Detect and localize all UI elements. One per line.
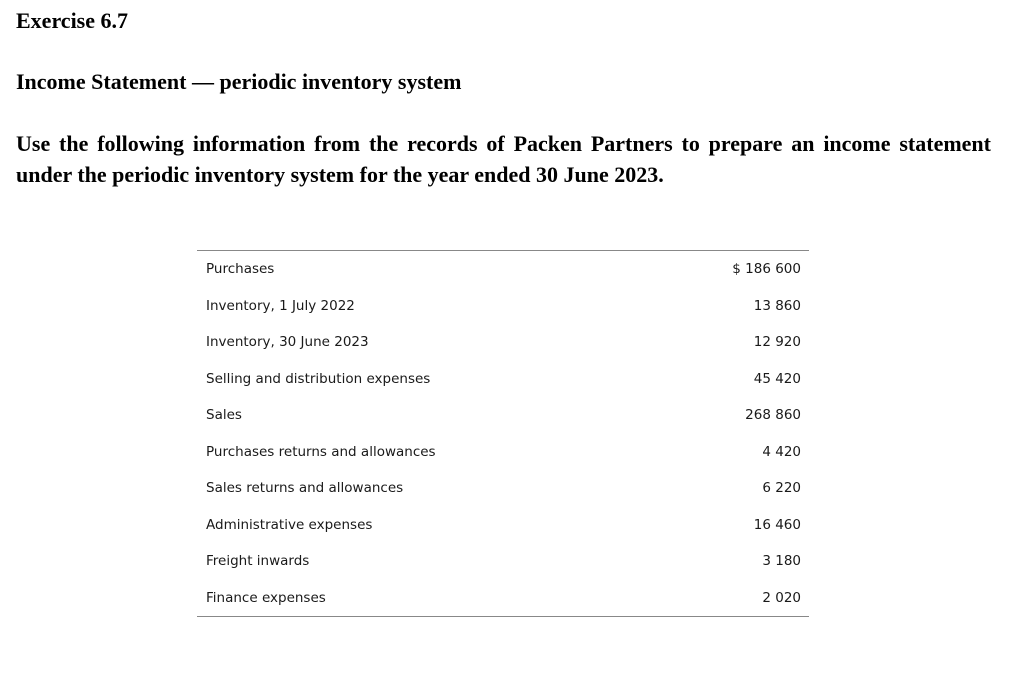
section-title: Income Statement — periodic inventory system <box>16 69 462 94</box>
row-label: Inventory, 30 June 2023 <box>206 334 369 351</box>
table-row <box>197 470 809 507</box>
row-amount: 6 220 <box>762 480 801 497</box>
row-amount: 2 020 <box>762 589 801 606</box>
row-label: Inventory, 1 July 2022 <box>206 297 355 314</box>
table-row <box>197 580 809 617</box>
row-amount: 45 420 <box>753 370 801 387</box>
row-amount: 4 420 <box>762 443 801 460</box>
row-amount: 12 920 <box>753 334 801 351</box>
table-row <box>197 397 809 434</box>
table-row <box>197 507 809 544</box>
row-amount: 268 860 <box>745 407 801 424</box>
row-amount: $ 186 600 <box>732 261 801 278</box>
row-label: Purchases <box>206 261 275 278</box>
row-label: Finance expenses <box>206 589 326 606</box>
exercise-title: Exercise 6.7 <box>16 8 129 33</box>
row-amount: 16 460 <box>753 516 801 533</box>
row-label: Sales returns and allowances <box>206 480 404 497</box>
table-row <box>197 434 809 471</box>
row-label: Selling and distribution expenses <box>206 370 431 387</box>
financial-data-table <box>197 250 809 617</box>
row-label: Freight inwards <box>206 553 310 570</box>
table-row <box>197 324 809 361</box>
row-label: Purchases returns and allowances <box>206 443 436 460</box>
instructions-paragraph: Use the following information from the records of Packen Partners to prepare an income statement under the periodic inventory system for the year ended 30 June 2023. <box>16 131 991 187</box>
table-row <box>197 543 809 580</box>
row-amount: 13 860 <box>753 297 801 314</box>
row-label: Administrative expenses <box>206 516 373 533</box>
table-row <box>197 288 809 325</box>
row-label: Sales <box>206 407 242 424</box>
table-row <box>197 361 809 398</box>
table-row <box>197 251 809 288</box>
row-amount: 3 180 <box>762 553 801 570</box>
